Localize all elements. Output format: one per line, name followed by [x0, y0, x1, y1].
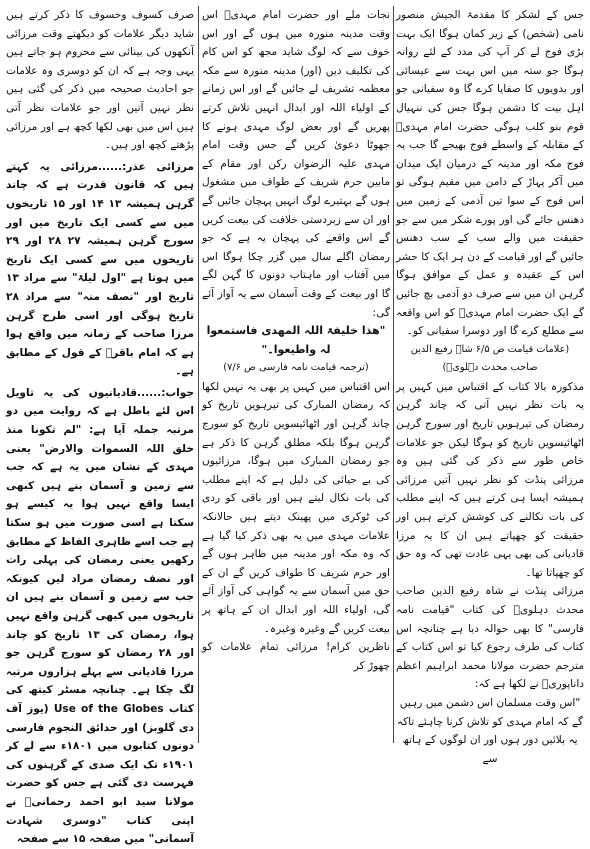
paragraph: مرزائی پنڈت نے شاہ رفیع الدین صاحب محدث دہلویؒ کی کتاب "قیامت نامہ فارسی" کا بھی حوالہ دیا ہے چنانچہ اس کتاب کی طرف رجوع کیا تو اس کتاب کے مترجم حضرت مولانا محمد ابراہیم اعظم داناپوریؒ نے لکھا ہے کہ:	[396, 585, 584, 691]
column-divider	[198, 6, 199, 743]
section-heading	[6, 384, 194, 849]
paragraph: نجات ملے اور حضرت امام مہدیؑ اس وقت مدینہ منورہ میں ہوں گے اور اس خوف سے کہ لوگ شاید مجھ کو اس کام کی تکلیف دیں (اور) مدینہ منورہ سے مکہ معظمہ تشریف لے جائیں گے اور اس زمانے کے اولیاء اللہ اور ابدال انہیں تلاش کرتے پھریں گے اور بعض لوگ مہدی ہونے کا جھوٹا دعویٰ کریں گے جس وقت امام مہدی علیہ الرضوان رکن اور مقام کے مابین حرم شریف کے طواف میں مشغول ہوں گے بہتیرے لوگ انہیں پہچان جائیں گے اور ان سے زبردستی خلافت کی بیعت کریں گے اس واقعے کی پہچان یہ ہے کہ جو رمضان اگلے سال میں گزر چکا ہوگا اس میں آفتاب اور ماہتاب دونوں کا گہن لگے گا اور بیعت کے وقت آسمان سے یہ آواز آئے گی:	[202, 9, 390, 319]
heading-text: ......مرزائی یہ کہتے ہیں کہ قانون قدرت ہے کہ چاند گرہن ہمیشہ ۱۳ ۱۴ اور ۱۵ تاریخوں میں سے کسی ایک تاریخ میں اور سورج گرہن ہمیشہ ۲۷ ۲۸ اور ۲۹ تاریخوں میں سے کسی ایک تاریخ میں ہوتا ہے "اول لیلۃ" سے مراد ۱۳ تاریخ اور "نصف منہ" سے مراد ۲۸ تاریخ ہوگی اور اسی طرح گرہن مرزا صاحب کے زمانہ میں واقع ہوا ہے کہ امام باقرؒ کے قول کے مطابق ہے۔	[6, 160, 194, 378]
column-left	[6, 6, 194, 846]
heading-label: جواب:	[161, 386, 194, 399]
paragraph: مذکورہ بالا کتاب کے اقتباس میں کہیں پر یہ بات نظر نہیں آتی کہ چاند گرہن رمضان کی تیرہویں تاریخ اور سورج گرہن اٹھائیسویں تاریخ کو ہوگا لیکن جو علامات خاص طور سے ذکر کی گئی ہیں وہ مرزائی پنڈت کو نظر نہیں آتیں مرزائی ہمیشہ ایسا ہی کرتے ہیں کہ اپنے مطلب کی بات نکالنے کی کوشش کرتے ہیں اور حقیقت کو چھپاتے ہیں ان کا یہ مرزا قادیانی کی بھی یہی عادت تھی کہ وہ حق کو چھپاتا تھا۔	[396, 380, 584, 579]
paragraph: صرف کسوف وخسوف کا ذکر کرتے ہیں شاید دیگر علامات کو دیکھتے وقت مرزائی آنکھوں کی بینائی سے محروم ہو جاتے ہیں یہی وجہ ہے کہ ان کو دوسری وہ علامات جو احادیث صحیحہ میں ذکر کی گئی ہیں نظر نہیں آتیں اور جو علامات نظر آتی ہیں اس میں بھی لکھا کچھ ہے اور مرزائی پڑھتے کچھ اور ہیں۔	[6, 9, 194, 152]
citation: (ترجمہ قیامت نامہ فارسی ص ۷/۶)	[223, 362, 369, 374]
citation: (علامات قیامت ص ۶/۵ شاہ رفیع الدین صاحب محدث دہلویؒ)	[410, 343, 570, 374]
arabic-quote: "ھذا خلیفۃ اللہ المھدی فاستمعوا لہ واطیعوا۔"	[206, 324, 386, 356]
quote: "اس وقت مسلمان اس دشمن میں رہیں گے کہ امام مہدی کو تلاش کرنا چاہئے تاکہ یہ بلائیں دور ہوں اور ان لوگوں کے ہاتھ سے	[396, 696, 584, 765]
paragraph: جس کے لشکر کا مقدمۃ الجیش منصور نامی (شخص) کے زیر کمان ہوگا ایک بہت بڑی فوج لے کر آپ کی مدد کے لئے روانہ ہوگا جو ستہ میں اس بہت سے عیسائی اور بدویوں کا صفایا کرے گا وہ سفیانی جو اہل بیت کا دشمن ہوگا جس کی ننہیال قوم بنو کلب ہوگی حضرت امام مہدیؓ کے مقابلہ کے واسطے فوج بھیجے گا جب یہ فوج مکہ اور مدینہ کے درمیان ایک میدان میں آکر پہاڑ کے دامن میں مقیم ہوگی تو اس فوج کے سوا تین آدمی کے زمین میں دھنس جائے گی اور پورے شکر میں سے جو حقیقت میں والے سب کے سب دھنس جائیں گے اور قیامت کے دن ہر ایک کا حشر اس کے عقیدہ و عمل کے موافق ہوگا گرہن ان میں سے صرف دو آدمی بچ جائیں گے ایک حضرت امام مہدیؓ کو اس واقعہ سے مطلع کرے گا اور دوسرا سفیانی کو۔	[396, 9, 584, 338]
paragraph: ناظرین کرام! مرزائی تمام علامات کو چھوڑ کر	[202, 641, 390, 672]
column-divider	[393, 6, 394, 743]
heading-label: مرزائی عذر:	[122, 160, 194, 173]
paragraph: اس اقتباس میں کہیں پر بھی یہ نہیں لکھا کہ رمضان المبارک کی تیرہویں تاریخ کو چاند گرہن اور اٹھائیسویں تاریخ کو سورج گرہن ہوگا بلکہ مطلق گرہن کا ذکر ہے جو رمضان المبارک میں ہوگا، مرزائیوں کی بے حیائی کی دلیل ہے کہ اپنے مطلب کی بات نکال لیتے ہیں اور باقی کو ردی کی ٹوکری میں پھینک دیتے ہیں حالانکہ علامات مہدی میں یہ بھی ذکر کیا گیا ہے کہ وہ مکہ اور مدینہ میں ظاہر ہوں گے اور حرم شریف کا طواف کریں گے ان کے حق میں آسمان سے یہ گواہی کی آواز آئے گی، اولیاء اللہ اور ابدال ان کے ہاتھ پر بیعت کریں گے وغیرہ وغیرہ۔	[202, 380, 390, 635]
column-right	[396, 6, 584, 765]
section-heading	[6, 158, 194, 381]
column-middle	[202, 6, 390, 743]
heading-text: ......قادیانیوں کی یہ تاویل اس لئے باطل ہے کہ روایت میں دو مرتبہ جملہ آیا ہے: "لم تکونا منذ خلق اللہ السموات والارض" یعنی مہدی کے نشان میں یہ ہے کہ جب سے زمین و آسمان بنے ہیں کبھی ایسا واقع نہیں ہوا یہ کیسے ہو سکتا ہے اسی صورت میں ہو سکتا ہے جب اسے ظاہری الفاظ کے مطابق رکھیں یعنی رمضان کی پہلی رات اور نصف رمضان مراد لیں کیونکہ جب سے زمین و آسمان بنے ہیں ان تاریخوں میں کبھی گرہن واقع نہیں ہوا، رمضان کی ۱۳ تاریخ کو چاند اور ۲۸ رمضان کو سورج گرہن جو مرزا قادیانی سے پہلے ہزاروں مرتبہ لگ چکا ہے۔ چنانچہ مسٹر کیتھ کی کتاب Use of the Globes (یوز آف دی گلوبز) اور حدائق النجوم فارسی دونوں کتابوں میں ۱۸۰۱ء سے لے کر ۱۹۰۱ء تک ایک صدی کے گرہنوں کی فہرست دی گئی ہے جس کو حضرت مولانا سید ابو احمد رحمانیؒ نے اپنی کتاب "دوسری شہادت آسمانی" میں صفحہ ۱۵ سے صفحہ	[6, 386, 194, 846]
